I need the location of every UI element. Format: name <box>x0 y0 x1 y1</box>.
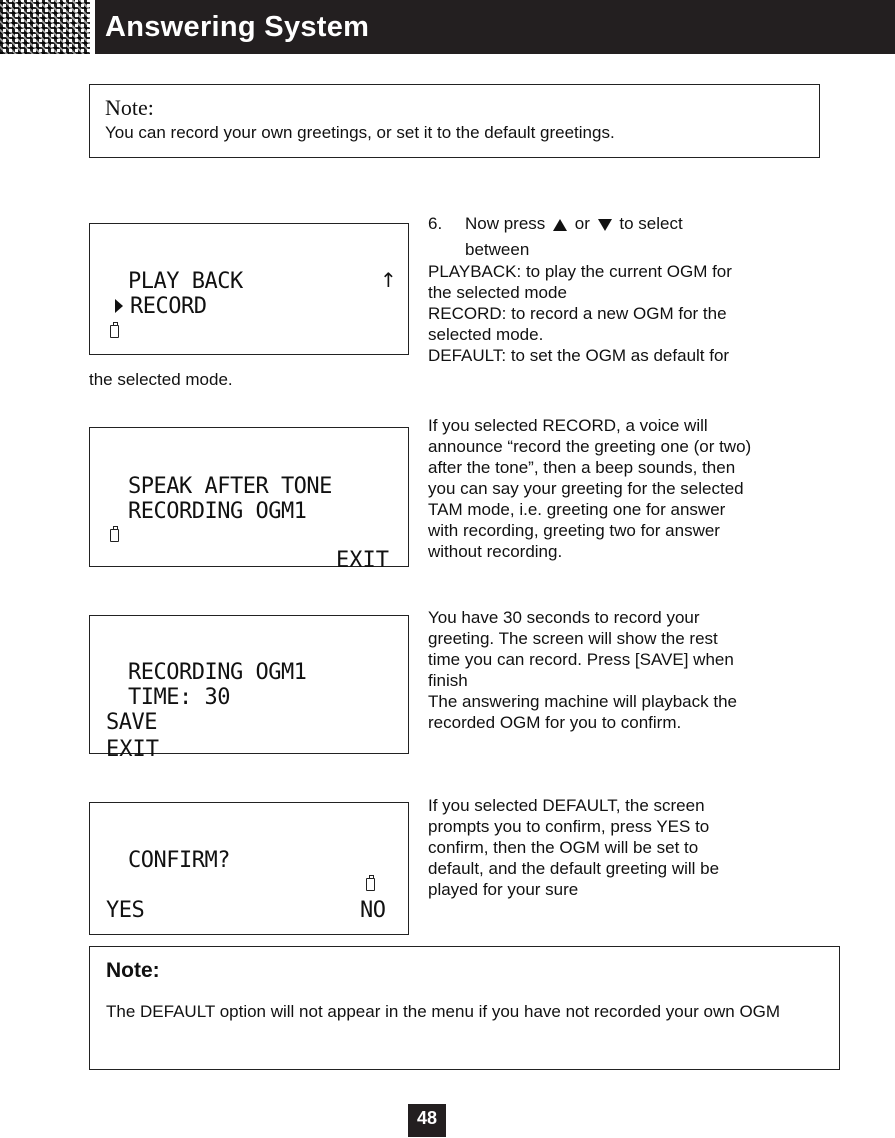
lcd-screen-recording-time <box>89 615 409 762</box>
text-line: You have 30 seconds to record your <box>428 608 700 627</box>
text-line: confirm, then the OGM will be set to <box>428 838 699 857</box>
up-key-icon <box>553 219 567 231</box>
text-line: PLAYBACK: to play the current OGM for <box>428 262 732 281</box>
lcd-line-recording: RECORDING OGM1 <box>128 660 307 685</box>
paragraph-default <box>428 795 808 900</box>
lcd-screen-confirm <box>89 802 409 935</box>
lcd-line-confirm: CONFIRM? <box>128 848 230 873</box>
text-line: If you selected RECORD, a voice will <box>428 416 708 435</box>
page-title: Answering System <box>105 11 370 43</box>
lcd-yes-label: YES <box>106 898 145 923</box>
to-select-text: to select <box>619 214 683 233</box>
lcd-save-label: SAVE <box>106 710 157 735</box>
cursor-arrow-icon <box>115 299 123 313</box>
note-box-top <box>89 84 820 158</box>
text-line: RECORD: to record a new OGM for the <box>428 304 727 323</box>
down-key-icon <box>598 219 612 231</box>
text-line: without recording. <box>428 542 563 561</box>
text-line: with recording, greeting two for answer <box>428 521 720 540</box>
lcd-line-recording: RECORDING OGM1 <box>128 499 307 524</box>
note-body: The DEFAULT option will not appear in the menu if you have not recorded your own OGM <box>106 1002 781 1021</box>
note-box-bottom <box>89 946 840 1070</box>
lcd-exit-label: EXIT <box>106 737 159 762</box>
step-tail: the selected mode. <box>89 370 233 389</box>
text-line: you can say your greeting for the selected <box>428 479 744 498</box>
lcd-exit-label: EXIT <box>336 548 389 573</box>
text-line: after the tone”, then a beep sounds, then <box>428 458 736 477</box>
lcd-screen-playback-record <box>89 223 409 355</box>
paragraph-time <box>428 607 808 733</box>
text-line: If you selected DEFAULT, the screen <box>428 796 705 815</box>
lcd-line-time: TIME: 30 <box>128 685 230 710</box>
text-line: announce “record the greeting one (or two) <box>428 437 752 456</box>
up-arrow-icon: ↑ <box>380 268 397 292</box>
lcd-line-speak: SPEAK AFTER TONE <box>128 474 332 499</box>
text-line: finish <box>428 671 468 690</box>
text-line: The answering machine will playback the <box>428 692 737 711</box>
text-line: default, and the default greeting will be <box>428 859 720 878</box>
note-body: You can record your own greetings, or set it to the default greetings. <box>105 123 615 142</box>
text-line: selected mode. <box>428 325 544 344</box>
text-line: greeting. The screen will show the rest <box>428 629 718 648</box>
text-line: played for your sure <box>428 880 579 899</box>
or-text: or <box>574 214 590 233</box>
paragraph-record <box>428 415 808 562</box>
step-instruction <box>465 214 683 234</box>
now-press-text: Now press <box>465 214 546 233</box>
battery-icon <box>366 878 375 891</box>
note-title: Note: <box>105 95 154 120</box>
battery-icon <box>110 529 119 542</box>
text-line: prompts you to confirm, press YES to <box>428 817 710 836</box>
lcd-line-playback: PLAY BACK <box>128 269 243 294</box>
header-bar <box>95 0 895 54</box>
step-between: between <box>465 240 530 259</box>
text-line: the selected mode <box>428 283 567 302</box>
header-pattern <box>0 0 90 54</box>
lcd-screen-speak-after-tone <box>89 427 409 573</box>
step-number: 6. <box>428 214 443 233</box>
text-line: TAM mode, i.e. greeting one for answer <box>428 500 726 519</box>
step-options <box>428 261 808 366</box>
text-line: recorded OGM for you to confirm. <box>428 713 682 732</box>
lcd-no-label: NO <box>360 898 386 923</box>
battery-icon <box>110 325 119 338</box>
note-title: Note: <box>106 959 160 982</box>
page-number: 48 <box>408 1104 446 1137</box>
lcd-line-record: RECORD <box>130 294 207 319</box>
text-line: DEFAULT: to set the OGM as default for <box>428 346 730 365</box>
text-line: time you can record. Press [SAVE] when <box>428 650 734 669</box>
